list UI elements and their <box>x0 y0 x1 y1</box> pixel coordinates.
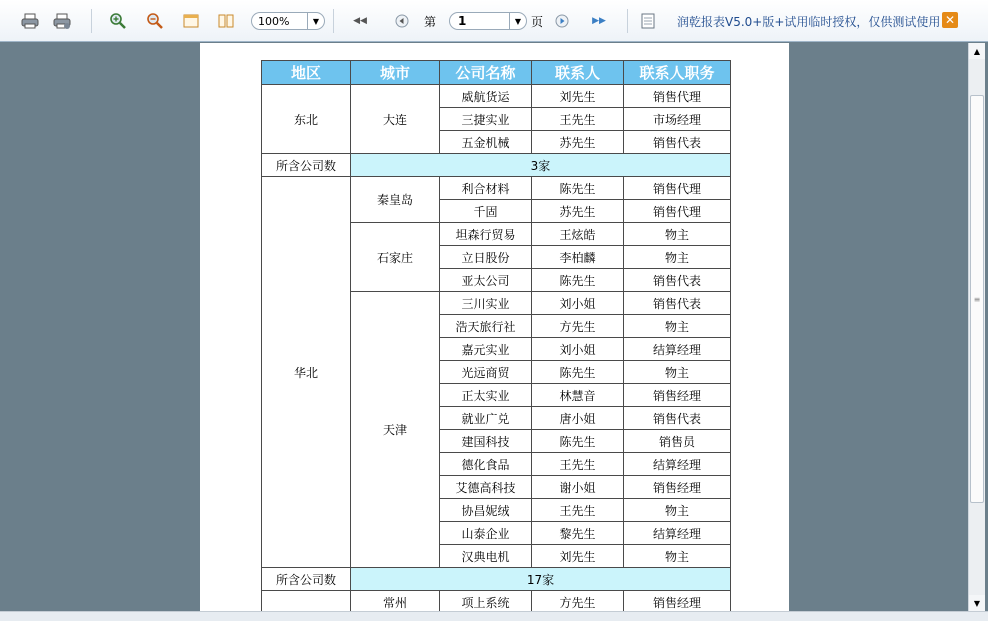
city-cell: 常州 <box>351 591 440 614</box>
vertical-scrollbar[interactable] <box>968 43 985 611</box>
contact-cell: 刘先生 <box>532 545 624 568</box>
print-setup-icon[interactable] <box>52 11 72 31</box>
last-page-icon[interactable]: ▶▶ <box>592 16 606 26</box>
company-cell: 项上系统 <box>440 591 532 614</box>
title-cell: 销售代表 <box>624 131 731 154</box>
contact-cell: 刘小姐 <box>532 338 624 361</box>
page-suffix: 页 <box>531 15 544 29</box>
city-cell: 大连 <box>351 85 440 154</box>
summary-row <box>262 568 731 591</box>
city-cell: 石家庄 <box>351 223 440 292</box>
contact-cell: 李柏麟 <box>532 246 624 269</box>
contact-cell: 陈先生 <box>532 361 624 384</box>
summary-value: 17家 <box>351 568 731 591</box>
column-header: 公司名称 <box>440 61 532 85</box>
scroll-thumb[interactable]: ≡ <box>970 95 984 503</box>
scroll-down-icon[interactable]: ▼ <box>969 595 985 611</box>
company-cell: 三川实业 <box>440 292 532 315</box>
company-cell: 山泰企业 <box>440 522 532 545</box>
title-cell: 销售代表 <box>624 292 731 315</box>
title-cell: 结算经理 <box>624 522 731 545</box>
zoom-select[interactable] <box>251 12 325 30</box>
title-cell: 销售经理 <box>624 591 731 614</box>
print-icon[interactable] <box>20 11 40 31</box>
zoom-out-icon[interactable] <box>145 11 165 31</box>
contact-cell: 王先生 <box>532 108 624 131</box>
contact-cell: 陈先生 <box>532 430 624 453</box>
contact-cell: 林慧音 <box>532 384 624 407</box>
company-cell: 三捷实业 <box>440 108 532 131</box>
title-cell: 结算经理 <box>624 338 731 361</box>
contact-cell: 陈先生 <box>532 269 624 292</box>
report-table <box>261 60 731 614</box>
table-row <box>262 85 731 108</box>
contact-cell: 谢小姐 <box>532 476 624 499</box>
summary-value: 3家 <box>351 154 731 177</box>
title-cell: 销售代理 <box>624 177 731 200</box>
page-number-select[interactable] <box>449 12 527 30</box>
company-cell: 浩天旅行社 <box>440 315 532 338</box>
title-cell: 销售员 <box>624 430 731 453</box>
company-cell: 协昌妮绒 <box>440 499 532 522</box>
title-cell: 销售代理 <box>624 85 731 108</box>
contact-cell: 方先生 <box>532 315 624 338</box>
contact-cell: 苏先生 <box>532 131 624 154</box>
column-header: 地区 <box>262 61 351 85</box>
prev-page-icon[interactable] <box>393 11 411 31</box>
summary-label: 所含公司数 <box>262 568 351 591</box>
close-icon[interactable]: ✕ <box>942 12 958 28</box>
export-icon[interactable] <box>639 11 657 31</box>
title-cell: 物主 <box>624 361 731 384</box>
zoom-value: 100% <box>258 14 290 28</box>
company-cell: 建国科技 <box>440 430 532 453</box>
contact-cell: 唐小姐 <box>532 407 624 430</box>
table-header-row <box>262 61 731 85</box>
title-cell: 销售代理 <box>624 200 731 223</box>
scroll-up-icon[interactable]: ▲ <box>969 43 985 59</box>
fit-page-icon[interactable] <box>181 11 201 31</box>
contact-cell: 刘先生 <box>532 85 624 108</box>
column-header: 城市 <box>351 61 440 85</box>
report-toolbar <box>0 0 988 42</box>
license-text: 润乾报表V5.0+版+试用临时授权，仅供测试使用 <box>677 15 941 29</box>
contact-cell: 王炫皓 <box>532 223 624 246</box>
next-page-icon[interactable] <box>553 11 571 31</box>
title-cell: 物主 <box>624 246 731 269</box>
page-number-value: 1 <box>458 14 467 28</box>
title-cell: 结算经理 <box>624 453 731 476</box>
title-cell: 销售代表 <box>624 407 731 430</box>
title-cell: 物主 <box>624 315 731 338</box>
company-cell: 亚太公司 <box>440 269 532 292</box>
company-cell: 立日股份 <box>440 246 532 269</box>
first-page-icon[interactable]: ◀◀ <box>353 16 367 26</box>
title-cell: 物主 <box>624 499 731 522</box>
summary-label: 所含公司数 <box>262 154 351 177</box>
title-cell: 销售代表 <box>624 269 731 292</box>
chevron-down-icon: ▼ <box>307 13 324 29</box>
company-cell: 威航货运 <box>440 85 532 108</box>
contact-cell: 王先生 <box>532 499 624 522</box>
title-cell: 物主 <box>624 545 731 568</box>
company-cell: 坦森行贸易 <box>440 223 532 246</box>
company-cell: 正太实业 <box>440 384 532 407</box>
city-cell: 秦皇岛 <box>351 177 440 223</box>
company-cell: 就业广兑 <box>440 407 532 430</box>
title-cell: 销售经理 <box>624 384 731 407</box>
contact-cell: 王先生 <box>532 453 624 476</box>
column-header: 联系人 <box>532 61 624 85</box>
company-cell: 利合材料 <box>440 177 532 200</box>
chevron-down-icon: ▼ <box>509 13 526 29</box>
zoom-in-icon[interactable] <box>108 11 128 31</box>
region-cell: 华北 <box>262 177 351 568</box>
report-page <box>200 43 789 620</box>
two-page-icon[interactable] <box>216 11 236 31</box>
company-cell: 汉典电机 <box>440 545 532 568</box>
company-cell: 德化食品 <box>440 453 532 476</box>
summary-row <box>262 154 731 177</box>
title-cell: 市场经理 <box>624 108 731 131</box>
contact-cell: 陈先生 <box>532 177 624 200</box>
company-cell: 五金机械 <box>440 131 532 154</box>
region-cell: 东北 <box>262 85 351 154</box>
title-cell: 销售经理 <box>624 476 731 499</box>
company-cell: 嘉元实业 <box>440 338 532 361</box>
page-prefix: 第 <box>424 15 437 29</box>
table-row <box>262 177 731 200</box>
contact-cell: 方先生 <box>532 591 624 614</box>
company-cell: 光远商贸 <box>440 361 532 384</box>
title-cell: 物主 <box>624 223 731 246</box>
contact-cell: 黎先生 <box>532 522 624 545</box>
company-cell: 艾德高科技 <box>440 476 532 499</box>
column-header: 联系人职务 <box>624 61 731 85</box>
contact-cell: 苏先生 <box>532 200 624 223</box>
company-cell: 千固 <box>440 200 532 223</box>
city-cell: 天津 <box>351 292 440 568</box>
contact-cell: 刘小姐 <box>532 292 624 315</box>
